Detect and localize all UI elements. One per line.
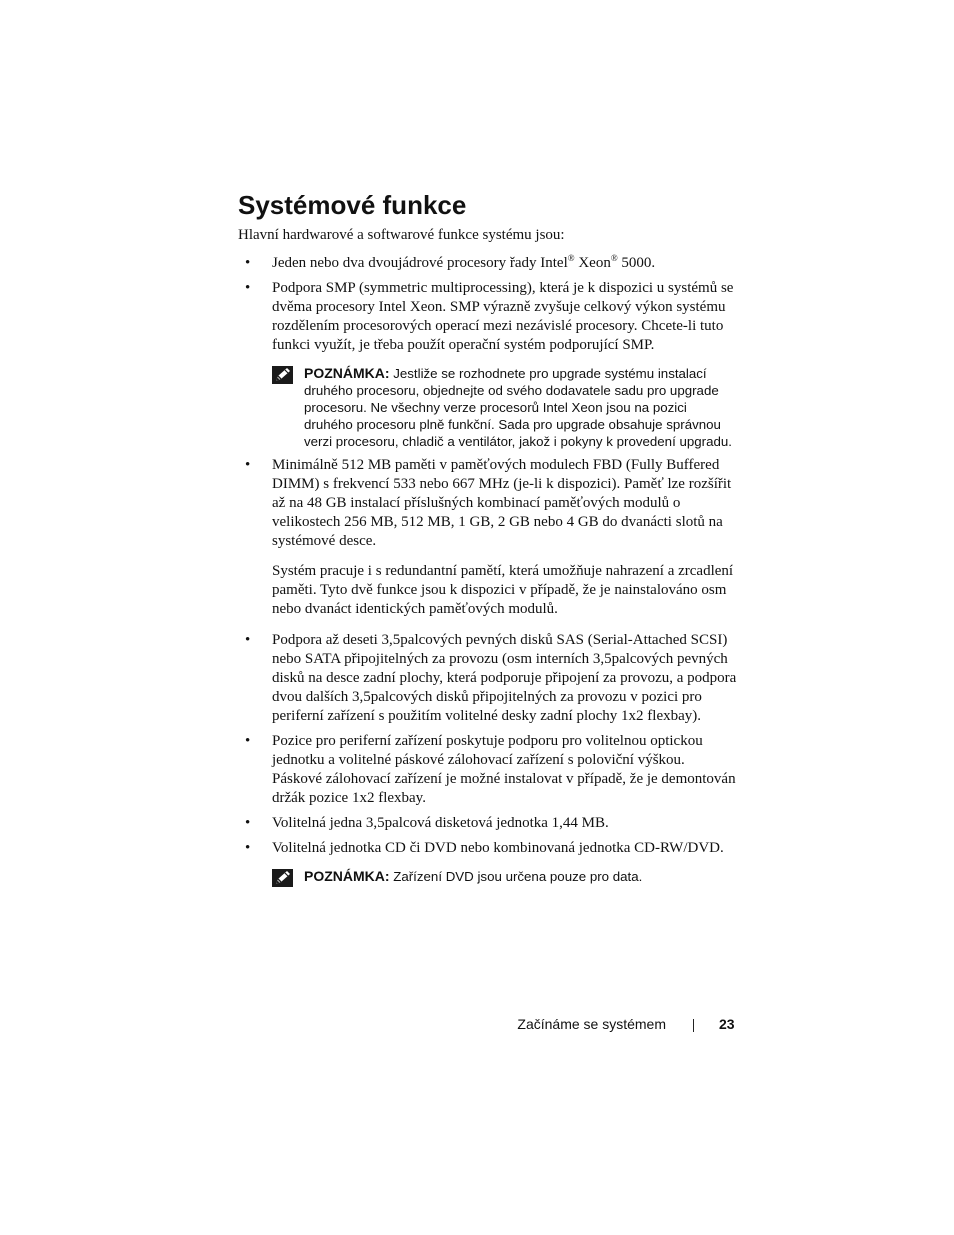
registered-mark: ® — [567, 253, 575, 263]
note-label: POZNÁMKA: — [304, 868, 390, 884]
note-pencil-icon — [272, 869, 293, 887]
page-title: Systémové funkce — [238, 190, 467, 220]
list-item — [238, 631, 738, 726]
note-label: POZNÁMKA: — [304, 365, 390, 381]
note-text: Jestliže se rozhodnete pro upgrade systému instalací druhého procesoru, objednejte od svého dodavatele sadu pro upgrade procesoru. Ne všechny verze procesorů Intel Xeon jsou na pozici druhého procesoru plně funkční. Sada pro upgrade obsahuje správnou verzi procesoru, chladič a ventilátor, jakož i pokyny k provedení upgradu. — [304, 366, 732, 449]
page-footer — [0, 1014, 954, 1036]
list-item-text: Podpora SMP (symmetric multiprocessing), která je k dispozici u systémů se dvěma procesory Intel Xeon. SMP výrazně zvyšuje celkový výkon systému rozdělením procesorových operací mezi nezávislé procesory. Chcete-li tuto funkci využít, je třeba použít operační systém podporující SMP. — [272, 280, 734, 353]
page-number: 23 — [719, 1016, 735, 1032]
bullet: • — [245, 840, 251, 856]
list-item — [238, 254, 738, 273]
feature-list — [238, 254, 738, 885]
list-item — [238, 814, 738, 833]
list-item-text: Pozice pro periferní zařízení poskytuje podporu pro volitelnou optickou jednotku a volitelné páskové zálohovací zařízení s poloviční výškou. Páskové zálohovací zařízení je možné instalovat v případě, že je demontován držák pozice 1x2 flexbay. — [272, 733, 736, 806]
list-item — [238, 279, 738, 450]
list-item — [238, 456, 738, 619]
note-text: Zařízení DVD jsou určena pouze pro data. — [389, 869, 643, 884]
footer-section-title: Začínáme se systémem — [517, 1016, 666, 1032]
bullet: • — [245, 255, 251, 271]
footer-separator — [693, 1019, 694, 1032]
list-item-text: Minimálně 512 MB paměti v paměťových modulech FBD (Fully Buffered DIMM) s frekvencí 533 nebo 667 MHz (je-li k dispozici). Paměť lze rozšířit až na 48 GB instalací příslušných kombinací paměťových modulů o velikostech 256 MB, 512 MB, 1 GB, 2 GB nebo 4 GB do dvanácti slotů na systémové desce. — [272, 457, 732, 549]
bullet: • — [245, 280, 251, 296]
registered-mark: ® — [610, 253, 618, 263]
list-item-text: Volitelná jednotka CD či DVD nebo kombinovaná jednotka CD-RW/DVD. — [272, 840, 724, 856]
note — [272, 365, 738, 450]
list-item-text: Podpora až deseti 3,5palcových pevných disků SAS (Serial-Attached SCSI) nebo SATA připojitelných za provozu (osm interních 3,5palcových pevných disků na desce zadní plochy, která podporuje připojení za provozu, a podpora dvou dalších 3,5palcových disků připojitelných za provozu v pozici pro periferní zařízení s použitím volitelné desky zadní plochy 1x2 flexbay). — [272, 632, 737, 724]
list-item — [238, 839, 738, 885]
list-item-text: Jeden nebo dva dvoujádrové procesory řady Intel® Xeon® 5000. — [272, 253, 656, 271]
note-pencil-icon — [272, 366, 293, 384]
bullet: • — [245, 632, 251, 648]
intro-paragraph: Hlavní hardwarové a softwarové funkce systému jsou: — [238, 227, 565, 243]
list-item-text: Volitelná jedna 3,5palcová disketová jednotka 1,44 MB. — [272, 815, 609, 831]
bullet: • — [245, 733, 251, 749]
page-content — [238, 188, 738, 891]
note — [272, 868, 738, 885]
bullet: • — [245, 457, 251, 473]
list-item — [238, 732, 738, 808]
bullet: • — [245, 815, 251, 831]
list-item-subparagraph: Systém pracuje i s redundantní pamětí, která umožňuje nahrazení a zrcadlení paměti. Tyto dvě funkce jsou k dispozici v případě, že je nainstalováno osm nebo dvanáct identických paměťových modulů. — [272, 563, 734, 617]
